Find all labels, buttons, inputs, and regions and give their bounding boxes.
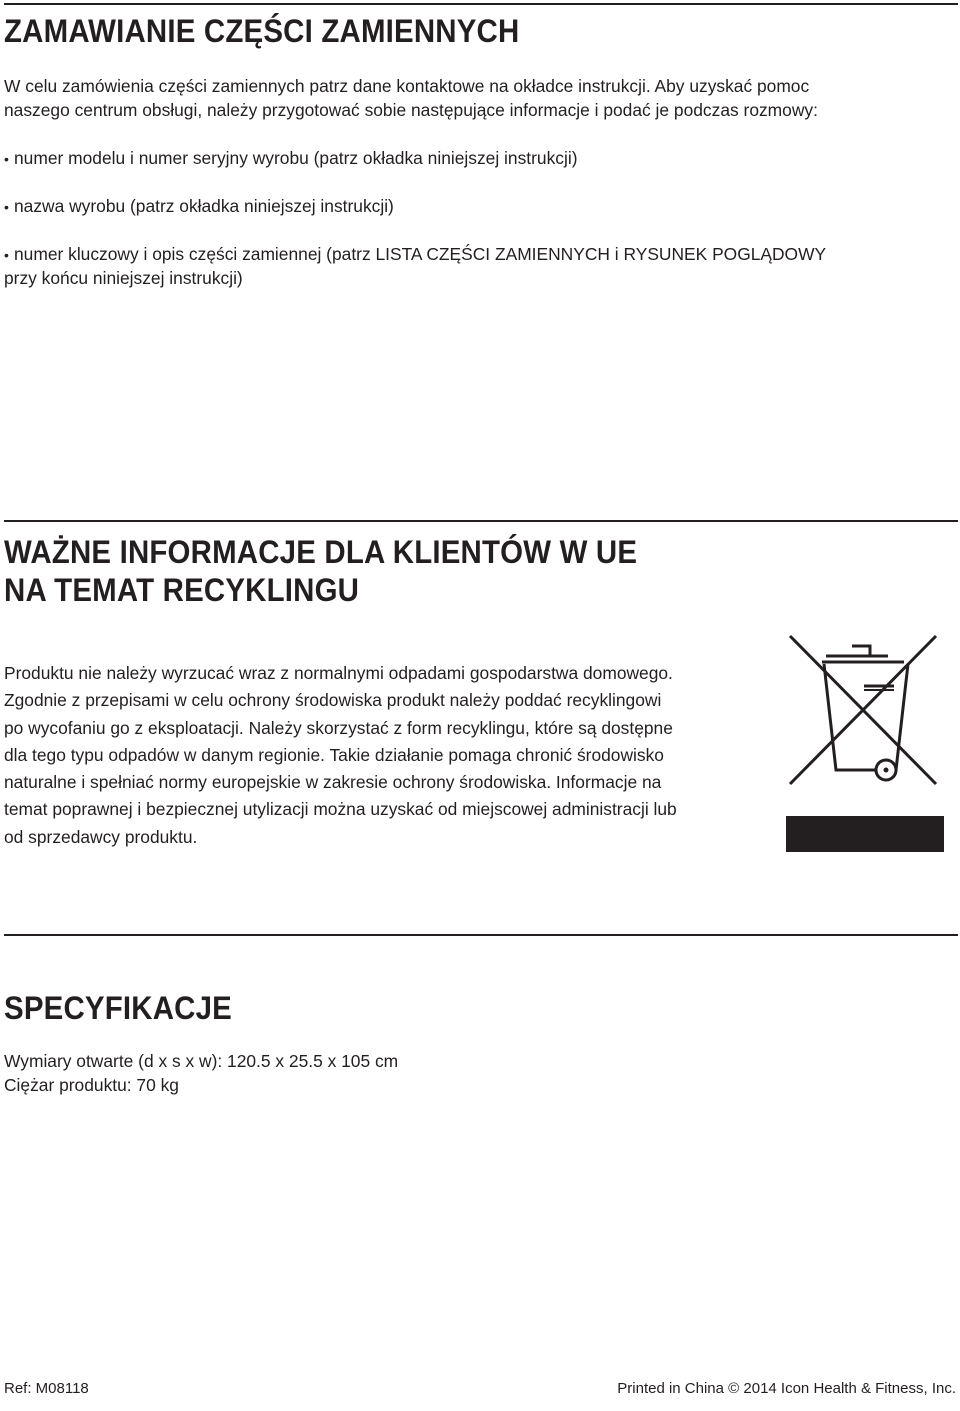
recycling-line: naturalne i spełniać normy europejskie w zakresie ochrony środowiska. Informacje na — [4, 772, 662, 793]
specs-title: SPECYFIKACJE — [4, 990, 232, 1026]
specs-weight: Ciężar produktu: 70 kg — [4, 1075, 179, 1095]
recycling-rule — [4, 520, 958, 522]
ordering-title: ZAMAWIANIE CZĘŚCI ZAMIENNYCH — [4, 13, 520, 49]
ordering-intro-line-1: W celu zamówienia części zamiennych patrz dane kontaktowe na okładce instrukcji. Aby uzyskać pomoc — [4, 76, 810, 96]
recycling-title-line-1: WAŻNE INFORMACJE DLA KLIENTÓW W UE — [4, 534, 638, 570]
crossed-out-wheelie-bin-icon — [786, 632, 944, 854]
footer-printed: Printed in China © 2014 Icon Health & Fitness, Inc. — [617, 1380, 956, 1397]
specs-dimensions: Wymiary otwarte (d x s x w): 120.5 x 25.5 x 105 cm — [4, 1051, 399, 1071]
recycling-line: po wycofaniu go z eksploatacji. Należy skorzystać z form recyklingu, które są dostępne — [4, 717, 673, 738]
recycling-title-line-2: NA TEMAT RECYKLINGU — [4, 572, 360, 608]
recycling-line: temat poprawnej i bezpiecznej utylizacji można uzyskać od miejscowej administracji lub — [4, 799, 677, 820]
ordering-bullet-3: • numer kluczowy i opis części zamiennej (patrz LISTA CZĘŚCI ZAMIENNYCH i RYSUNEK POGLĄDOWY — [4, 242, 826, 267]
ordering-bullet-2: • nazwa wyrobu (patrz okładka niniejszej instrukcji) — [4, 194, 394, 219]
specs-rule — [4, 934, 958, 936]
ordering-bullet-3-continued: przy końcu niniejszej instrukcji) — [4, 268, 243, 288]
top-rule — [4, 3, 958, 5]
ordering-bullet-1: • numer modelu i numer seryjny wyrobu (patrz okładka niniejszej instrukcji) — [4, 146, 577, 171]
ordering-intro-line-2: naszego centrum obsługi, należy przygotować sobie następujące informacje i podać je podczas rozmowy: — [4, 100, 818, 120]
recycling-paragraph — [4, 660, 784, 851]
recycling-line: Zgodnie z przepisami w celu ochrony środowiska produkt należy poddać recyklingowi — [4, 690, 662, 711]
footer-ref: Ref: M08118 — [4, 1380, 89, 1397]
recycling-line: od sprzedawcy produktu. — [4, 826, 198, 847]
recycling-line: Produktu nie należy wyrzucać wraz z normalnymi odpadami gospodarstwa domowego. — [4, 663, 673, 683]
recycling-line: dla tego typu odpadów w danym regionie. Takie działanie pomaga chronić środowisko — [4, 744, 664, 765]
